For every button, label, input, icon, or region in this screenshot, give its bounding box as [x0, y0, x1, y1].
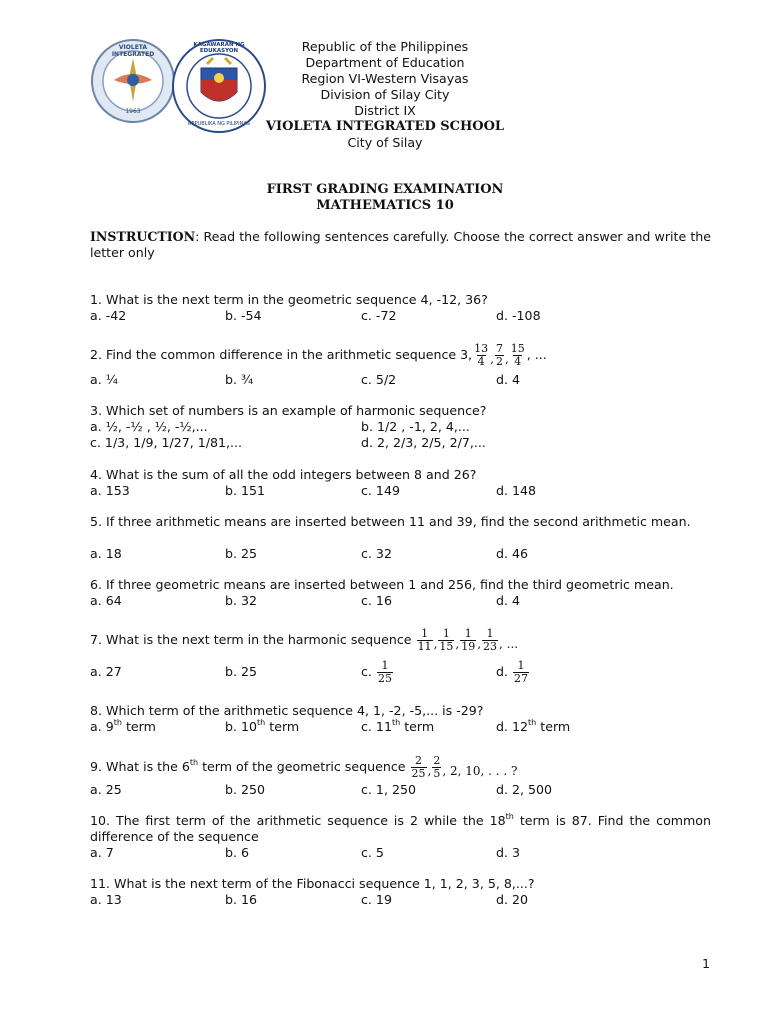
q7-option-c — [361, 655, 394, 689]
school-seal-text: VIOLETA INTEGRATED — [111, 44, 155, 58]
q4-option-c: c. 149 — [361, 483, 400, 498]
q11-option-b: b. 16 — [225, 892, 258, 907]
q10-option-b: b. 6 — [225, 845, 250, 860]
q7-fraction-2: $\frac{1}{15}$ — [439, 627, 454, 653]
q9-tail: , 2, 10, . . . ? — [442, 764, 518, 778]
question-2: 2. Find the common difference in the arithmetic sequence 3, $\frac{13}{4}$ , $\frac{7}{2}$ , $\frac{15}{4}$ , ... — [90, 342, 547, 368]
q6-option-a: a. 64 — [90, 593, 122, 608]
q10-option-c: c. 5 — [361, 845, 384, 860]
page-number: 1 — [702, 956, 711, 971]
instruction — [90, 229, 711, 261]
q7-option-c-fraction: $\frac{1}{25}$ — [377, 659, 392, 685]
letterhead — [230, 39, 540, 151]
instruction-label: INSTRUCTION — [90, 229, 196, 244]
q7-option-d-label: d. — [496, 664, 508, 679]
q3-option-c: c. 1/3, 1/9, 1/27, 1/81,... — [90, 435, 243, 450]
q9-option-c: c. 1, 250 — [361, 782, 416, 797]
q7-fraction-3: $\frac{1}{19}$ — [461, 627, 476, 653]
header-line-republic: Republic of the Philippines — [301, 39, 469, 54]
question-1: 1. What is the next term in the geometric sequence 4, -12, 36? — [90, 292, 488, 307]
question-3: 3. Which set of numbers is an example of harmonic sequence? — [90, 403, 487, 418]
q9-option-b: b. 250 — [225, 782, 266, 797]
q7-fraction-1: $\frac{1}{11}$ — [417, 627, 432, 653]
deped-seal-subtext: REPUBLIKA NG PILIPINAS — [188, 121, 250, 127]
q8-option-d: d. 12th term — [496, 718, 571, 734]
q7-option-b: b. 25 — [225, 664, 258, 679]
q7-option-d — [496, 655, 530, 689]
question-6: 6. If three geometric means are inserted between 1 and 256, find the third geometric mean. — [90, 577, 674, 592]
q10-option-a: a. 7 — [90, 845, 114, 860]
q5-option-a: a. 18 — [90, 546, 122, 561]
q2-option-a: a. ¼ — [90, 372, 118, 387]
q5-option-c: c. 32 — [361, 546, 392, 561]
exam-subject: MATHEMATICS 10 — [316, 198, 454, 213]
q7-tail: , ... — [499, 637, 519, 651]
q3-option-a: a. ½, -½ , ½, -½,... — [90, 419, 208, 434]
exam-title-block — [230, 182, 540, 214]
q2-fraction-1: $\frac{13}{4}$ — [474, 342, 489, 368]
q5-option-b: b. 25 — [225, 546, 258, 561]
question-9: 9. What is the 6th term of the geometric sequence $\frac{2}{25}$ , $\frac{2}{5}$ , 2, 10, . . . ? — [90, 754, 518, 780]
exam-title: FIRST GRADING EXAMINATION — [266, 182, 504, 197]
header-line-district: District IX — [354, 103, 416, 118]
school-name: VIOLETA INTEGRATED SCHOOL — [265, 119, 505, 134]
header-line-department: Department of Education — [305, 55, 465, 70]
instruction-text: : Read the following sentences carefully. Choose the correct answer and write the letter only — [90, 229, 711, 260]
q2-option-c: c. 5/2 — [361, 372, 397, 387]
q3-option-b: b. 1/2 , -1, 2, 4,... — [361, 419, 470, 434]
q4-option-b: b. 151 — [225, 483, 266, 498]
q7-fraction-4: $\frac{1}{23}$ — [483, 627, 498, 653]
q1-option-b: b. -54 — [225, 308, 262, 323]
q6-option-b: b. 32 — [225, 593, 258, 608]
q11-option-c: c. 19 — [361, 892, 392, 907]
q1-option-c: c. -72 — [361, 308, 397, 323]
q2-option-b: b. ¾ — [225, 372, 254, 387]
header-line-division: Division of Silay City — [320, 87, 450, 102]
question-10: 10. The first term of the arithmetic sequence is 2 while the 18th term is 87. Find the common difference of the sequence — [90, 812, 711, 844]
q10-option-d: d. 3 — [496, 845, 521, 860]
deped-seal-text: KAGAWARAN NG EDUKASYON — [193, 42, 245, 54]
q1-option-d: d. -108 — [496, 308, 541, 323]
q4-option-a: a. 153 — [90, 483, 130, 498]
q3-option-d: d. 2, 2/3, 2/5, 2/7,... — [361, 435, 486, 450]
q9-fraction-2: $\frac{2}{5}$ — [433, 754, 441, 780]
question-8: 8. Which term of the arithmetic sequence 4, 1, -2, -5,... is -29? — [90, 703, 484, 718]
q7-option-c-label: c. — [361, 664, 372, 679]
question-7: 7. What is the next term in the harmonic sequence $\frac{1}{11}$ , $\frac{1}{15}$ , $\frac{1}{19}$ , $\frac{1}{23}$ , ... — [90, 627, 519, 653]
q7-option-d-fraction: $\frac{1}{27}$ — [514, 659, 529, 685]
header-line-region: Region VI-Western Visayas — [301, 71, 469, 86]
q8-option-b: b. 10th term — [225, 718, 300, 734]
q9-fraction-1: $\frac{2}{25}$ — [411, 754, 426, 780]
q9-option-a: a. 25 — [90, 782, 122, 797]
q2-fraction-3: $\frac{15}{4}$ — [510, 342, 525, 368]
q8-option-c: c. 11th term — [361, 718, 435, 734]
q8-option-a: a. 9th term — [90, 718, 156, 734]
q6-option-d: d. 4 — [496, 593, 521, 608]
q6-option-c: c. 16 — [361, 593, 392, 608]
q11-option-d: d. 20 — [496, 892, 529, 907]
q2-text: 2. Find the common difference in the arithmetic sequence 3, — [90, 347, 473, 362]
q5-option-d: d. 46 — [496, 546, 529, 561]
q7-text: 7. What is the next term in the harmonic sequence — [90, 632, 412, 647]
q4-option-d: d. 148 — [496, 483, 537, 498]
header-city: City of Silay — [347, 135, 423, 150]
question-4: 4. What is the sum of all the odd integers between 8 and 26? — [90, 467, 477, 482]
question-11: 11. What is the next term of the Fibonacci sequence 1, 1, 2, 3, 5, 8,...? — [90, 876, 535, 891]
q7-option-a: a. 27 — [90, 664, 122, 679]
school-seal-year: 1963 — [125, 108, 141, 115]
q11-option-a: a. 13 — [90, 892, 122, 907]
q2-fraction-2: $\frac{7}{2}$ — [495, 342, 503, 368]
q2-tail: , ... — [526, 347, 547, 362]
q2-option-d: d. 4 — [496, 372, 521, 387]
question-5: 5. If three arithmetic means are inserted between 11 and 39, find the second arithmetic mean. — [90, 514, 691, 529]
q1-option-a: a. -42 — [90, 308, 127, 323]
q9-option-d: d. 2, 500 — [496, 782, 553, 797]
